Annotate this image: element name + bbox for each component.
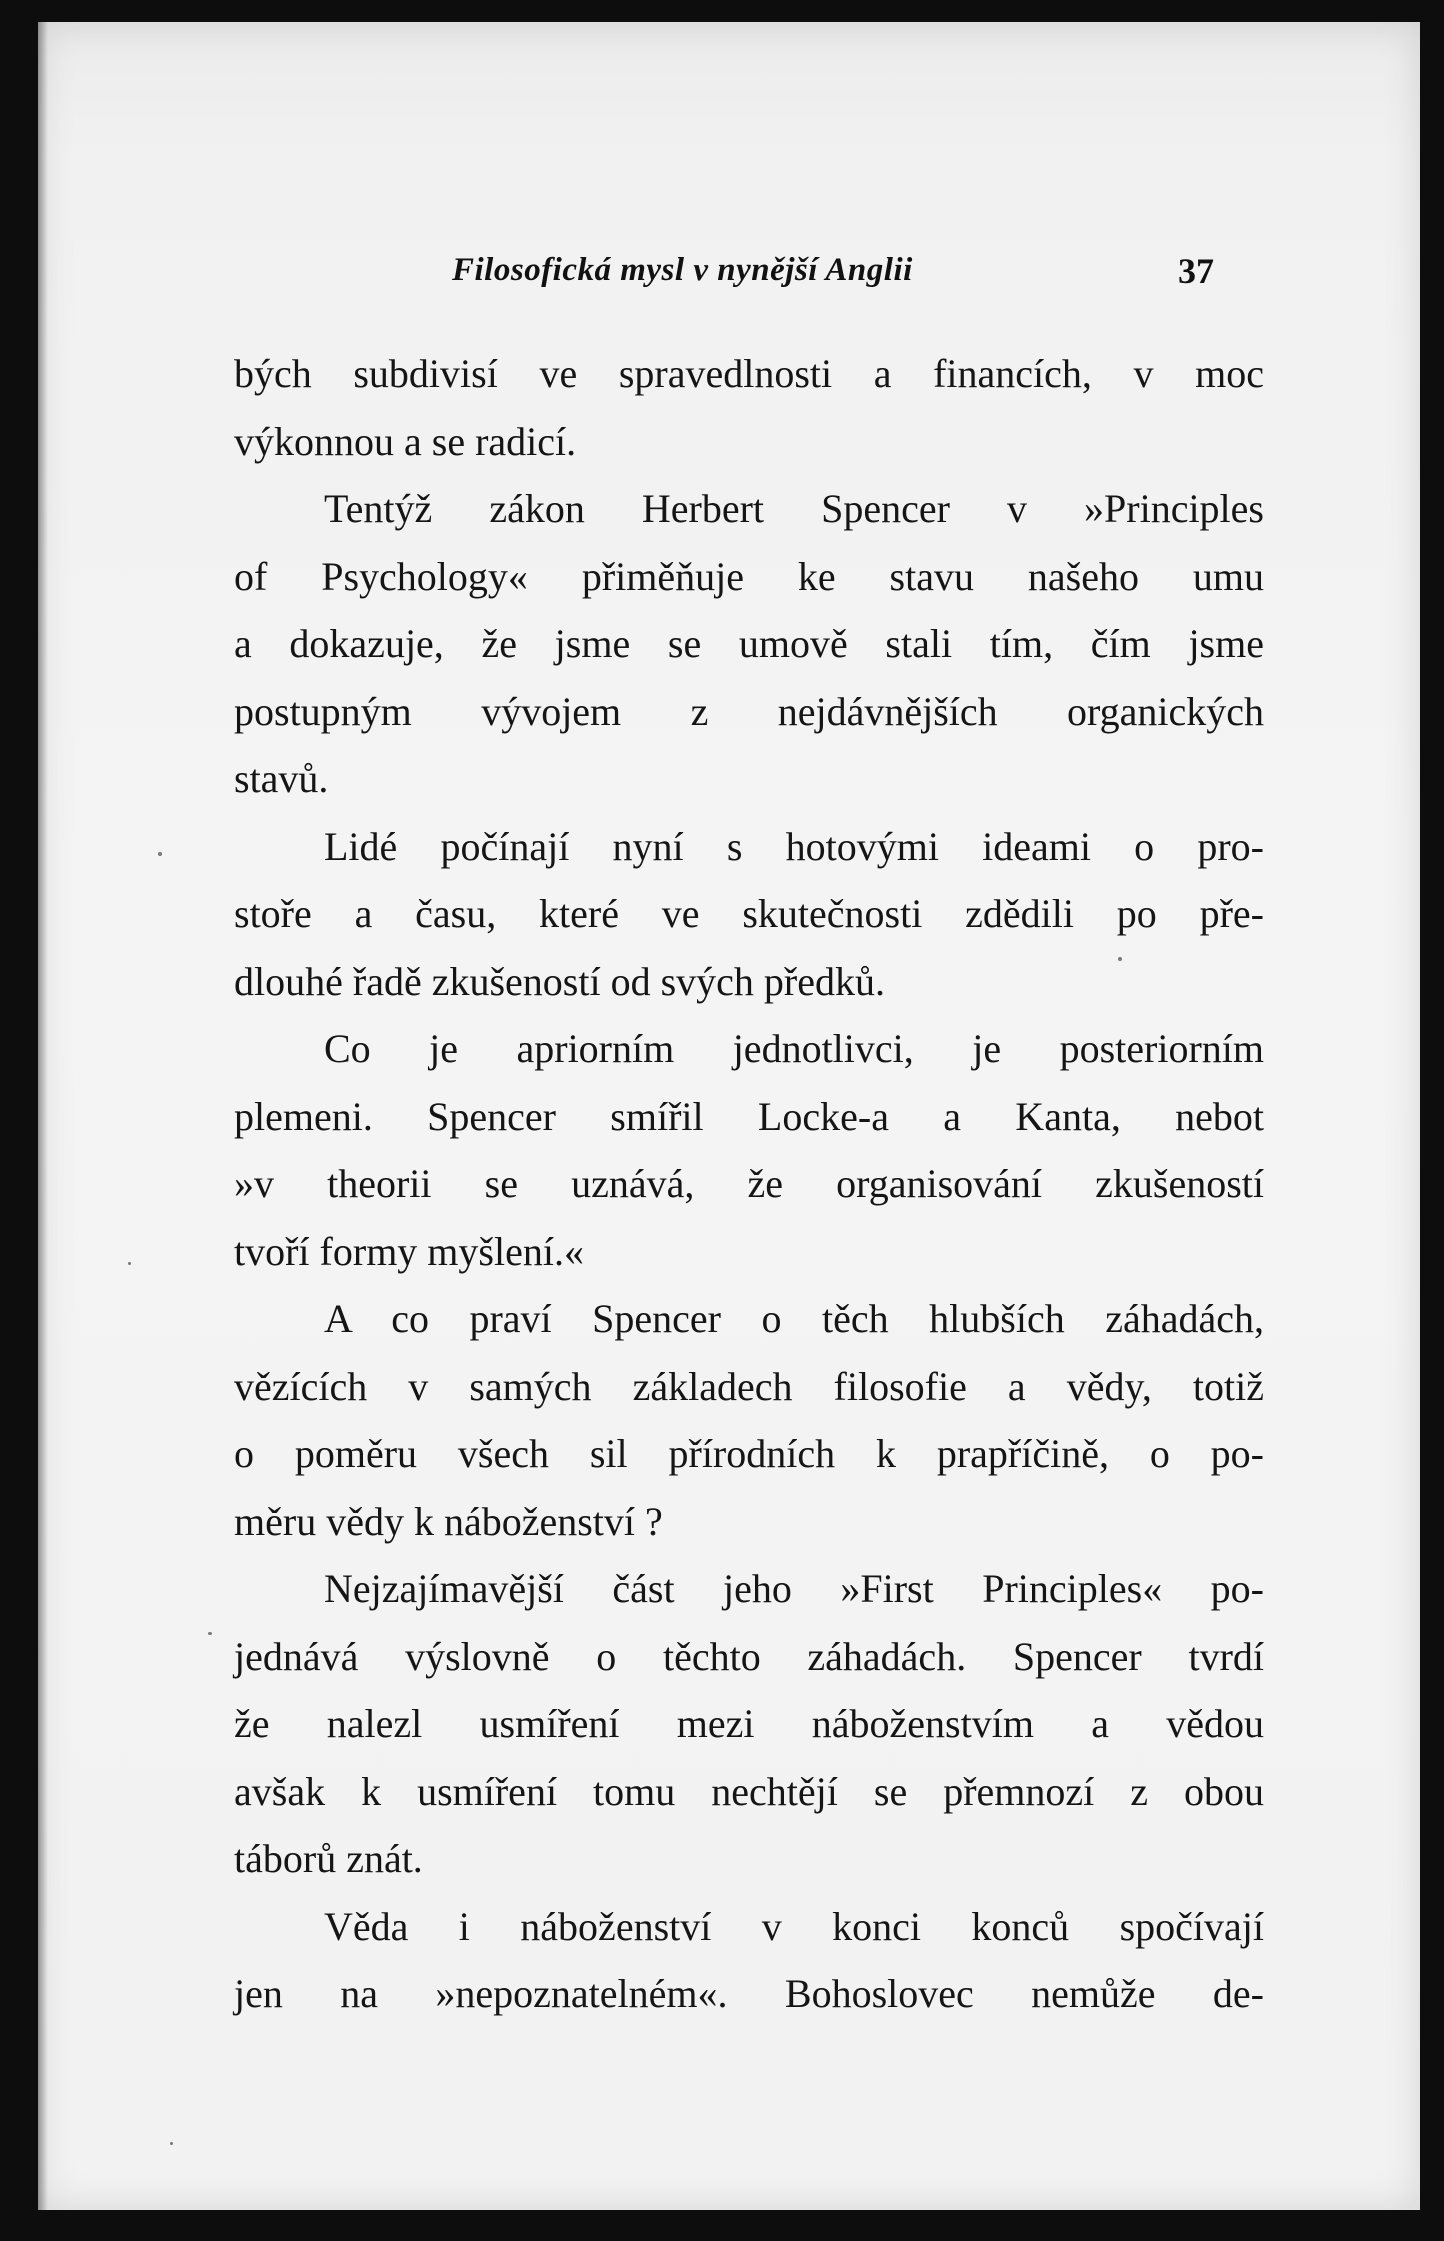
text-line: měru vědy k náboženství ? xyxy=(234,1498,663,1544)
running-header xyxy=(38,250,1420,310)
text-line: výkonnou a se radicí. xyxy=(234,418,577,464)
text-line: Co je apriorním jednotlivci, je posteriorním xyxy=(324,1026,1264,1071)
text-line: tvoří formy myšlení.« xyxy=(234,1228,584,1274)
paper-page xyxy=(38,22,1420,2210)
text-line: A co praví Spencer o těch hlubších záhadách, xyxy=(324,1296,1264,1341)
text-line: jen na »nepoznatelném«. Bohoslovec nemůže de- xyxy=(234,1971,1264,2016)
text-line: že nalezl usmíření mezi náboženstvím a vědou xyxy=(234,1701,1264,1746)
text-line: of Psychology« přiměňuje ke stavu našeho umu xyxy=(234,553,1264,599)
text-line: plemeni. Spencer smířil Locke-a a Kanta, nebot xyxy=(234,1093,1264,1139)
text-line: Lidé počínají nyní s hotovými ideami o pro- xyxy=(324,823,1264,869)
text-line: postupným vývojem z nejdávnějších organických xyxy=(234,688,1264,734)
text-line: bých subdivisí ve spravedlnosti a financích, v moc xyxy=(234,351,1264,396)
page-number: 37 xyxy=(1178,251,1214,291)
text-line: »v theorii se uznává, že organisování zkušeností xyxy=(234,1161,1264,1206)
text-line: Věda i náboženství v konci konců spočívají xyxy=(324,1903,1264,1949)
body-text xyxy=(234,340,1264,2028)
text-line: Tentýž zákon Herbert Spencer v »Principles xyxy=(324,486,1264,531)
running-title: Filosofická mysl v nynější Anglii xyxy=(452,252,913,288)
text-line: Nejzajímavější část jeho »First Principles« po- xyxy=(324,1566,1264,1611)
text-line: o poměru všech sil přírodních k prapříčině, o po- xyxy=(234,1431,1264,1476)
text-line: a dokazuje, že jsme se umově stali tím, čím jsme xyxy=(234,621,1264,666)
text-line: vězících v samých základech filosofie a vědy, totiž xyxy=(234,1363,1264,1409)
text-line: stoře a času, které ve skutečnosti zdědili po pře- xyxy=(234,891,1264,936)
text-line: avšak k usmíření tomu nechtějí se přemnozí z obou xyxy=(234,1768,1264,1814)
text-line: jednává výslovně o těchto záhadách. Spencer tvrdí xyxy=(234,1633,1264,1679)
text-line: táborů znát. xyxy=(234,1836,423,1881)
text-line: dlouhé řadě zkušeností od svých předků. xyxy=(234,958,885,1004)
text-line: stavů. xyxy=(234,756,329,801)
